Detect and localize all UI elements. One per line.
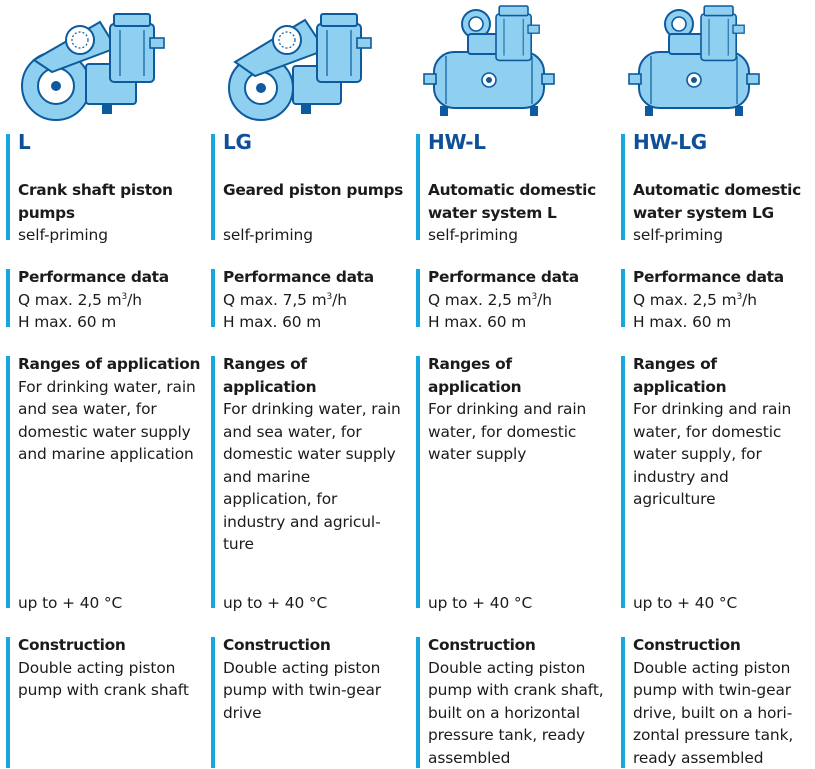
product-column-lg	[209, 0, 411, 768]
accent-bar	[621, 134, 625, 240]
performance-block	[633, 266, 815, 334]
ranges-block	[633, 353, 813, 511]
domestic-water-system-l-illustration	[414, 0, 616, 125]
construction-text: Double acting piston pump with crank shaft	[18, 657, 208, 702]
construction-block	[18, 634, 208, 702]
performance-block	[223, 266, 413, 334]
flow-rate: Q max. 7,5 $m^3/h$	[223, 289, 413, 312]
model-name: HW-LG	[633, 130, 707, 154]
temperature: up to + 40 °C	[18, 592, 208, 615]
construction-heading: Construction	[633, 634, 805, 657]
flow-rate: Q max. 2,5 $m^3/h$	[428, 289, 618, 312]
product-subtitle: self-priming	[428, 224, 618, 247]
product-subtitle: self-priming	[633, 224, 813, 247]
construction-heading: Construction	[428, 634, 608, 657]
construction-block	[633, 634, 805, 769]
product-title-block	[633, 179, 813, 247]
accent-bar	[621, 356, 625, 608]
model-name: HW-L	[428, 130, 486, 154]
product-title-block	[18, 179, 208, 247]
product-column-hw-lg	[619, 0, 815, 768]
ranges-text: For drinking and rain water, for domestic water supply, for industry and agriculture	[633, 398, 813, 511]
accent-bar	[211, 637, 215, 768]
ranges-text: For drinking and rain water, for domestic water supply	[428, 398, 600, 466]
ranges-heading: Ranges of application	[223, 353, 403, 398]
temperature: up to + 40 °C	[633, 592, 815, 615]
construction-heading: Construction	[223, 634, 413, 657]
accent-bar	[621, 637, 625, 768]
performance-heading: Performance data	[18, 266, 208, 289]
performance-heading: Performance data	[428, 266, 618, 289]
ranges-heading: Ranges of application	[633, 353, 813, 398]
performance-heading: Performance data	[223, 266, 413, 289]
construction-heading: Construction	[18, 634, 208, 657]
product-title-block	[223, 179, 413, 247]
head-height: H max. 60 m	[633, 311, 815, 334]
ranges-heading: Ranges of application	[18, 353, 208, 376]
accent-bar	[211, 356, 215, 608]
construction-block	[428, 634, 608, 769]
construction-text: Double acting piston pump with crank shaft, built on a horizontal pressure tank, ready assembled	[428, 657, 608, 769]
accent-bar	[621, 269, 625, 327]
product-title: Geared piston pumps	[223, 179, 413, 202]
product-subtitle: self-priming	[18, 224, 208, 247]
product-title: Automatic domestic water system L	[428, 179, 618, 224]
performance-block	[428, 266, 618, 334]
ranges-text: For drinking water, rain and sea water, for domestic water supply and marine application	[18, 376, 208, 466]
accent-bar	[211, 269, 215, 327]
product-column-l	[4, 0, 206, 768]
product-subtitle: self-priming	[223, 224, 413, 247]
accent-bar	[6, 637, 10, 768]
head-height: H max. 60 m	[428, 311, 618, 334]
ranges-block	[223, 353, 403, 556]
accent-bar	[6, 356, 10, 608]
flow-rate: Q max. 2,5 $m^3/h$	[633, 289, 815, 312]
accent-bar	[416, 269, 420, 327]
domestic-water-system-lg-illustration	[619, 0, 815, 125]
performance-heading: Performance data	[633, 266, 815, 289]
ranges-text: For drinking water, rain and sea water, for domestic water supply and marine application, for industry and agricul-ture	[223, 398, 403, 556]
construction-text: Double acting piston pump with twin-gear drive, built on a hori-zontal pressure tank, ready assembled	[633, 657, 805, 769]
accent-bar	[6, 134, 10, 240]
accent-bar	[211, 134, 215, 240]
accent-bar	[416, 637, 420, 768]
ranges-block	[428, 353, 600, 466]
head-height: H max. 60 m	[223, 311, 413, 334]
accent-bar	[6, 269, 10, 327]
construction-text: Double acting piston pump with twin-gear drive	[223, 657, 413, 725]
model-name: LG	[223, 130, 252, 154]
construction-block	[223, 634, 413, 724]
model-name: L	[18, 130, 30, 154]
crank-shaft-pump-illustration	[4, 0, 206, 125]
flow-rate: Q max. 2,5 $m^3/h$	[18, 289, 208, 312]
temperature: up to + 40 °C	[223, 592, 413, 615]
temperature: up to + 40 °C	[428, 592, 618, 615]
product-title-block	[428, 179, 618, 247]
head-height: H max. 60 m	[18, 311, 208, 334]
performance-block	[18, 266, 208, 334]
product-column-hw-l	[414, 0, 616, 768]
accent-bar	[416, 356, 420, 608]
product-title: Crank shaft piston pumps	[18, 179, 208, 224]
ranges-block	[18, 353, 208, 466]
accent-bar	[416, 134, 420, 240]
ranges-heading: Ranges of application	[428, 353, 600, 398]
product-title: Automatic domestic water system LG	[633, 179, 813, 224]
geared-pump-illustration	[209, 0, 411, 125]
